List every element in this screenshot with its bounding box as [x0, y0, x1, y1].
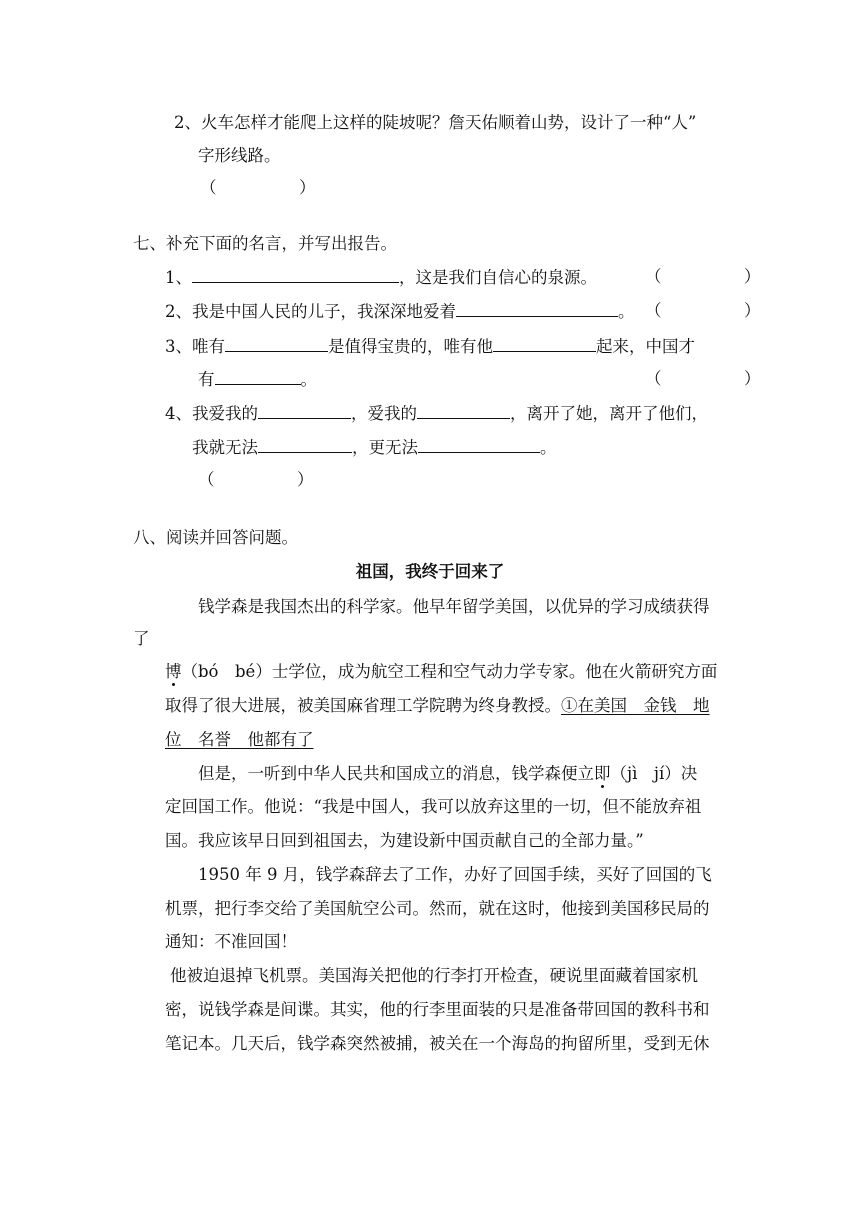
- passage-line: 机票，把行李交给了美国航空公司。然而，就在这时，他接到美国移民局的: [165, 899, 710, 918]
- item-4-text-f: 。: [540, 438, 557, 457]
- item-3-text-a: 3、唯有: [165, 337, 225, 356]
- passage-line: 了: [133, 629, 150, 648]
- item-3-text-c: 起来，中国才: [596, 337, 695, 356]
- fill-blank[interactable]: [225, 335, 328, 352]
- fill-blank[interactable]: [192, 266, 399, 283]
- fill-blank[interactable]: [493, 335, 596, 352]
- passage-line: 1950 年 9 月，钱学森辞去了工作，办好了回国手续，买好了回国的飞: [198, 865, 712, 884]
- item-1-number: 1、: [165, 268, 192, 287]
- section-7-item-1: [165, 266, 597, 289]
- passage-line: 国。我应该早日回到祖国去，为建设新中国贡献自己的全部力量。”: [165, 831, 644, 850]
- question-2-line-1: 2、火车怎样才能爬上这样的陡坡呢？詹天佑顺着山势，设计了一种“人”: [174, 113, 697, 132]
- item-3-text-d: 有: [198, 370, 215, 389]
- item-2-text: 2、我是中国人民的儿子，我深深地爱着: [165, 302, 456, 321]
- answer-parentheses: （ ）: [645, 267, 761, 286]
- section-8-heading: 八、阅读并回答问题。: [133, 528, 298, 547]
- fill-blank[interactable]: [417, 402, 510, 419]
- item-4-text-d: 我就无法: [192, 438, 258, 457]
- answer-parentheses: （ ）: [198, 470, 314, 489]
- section-7-item-4-line-1: [165, 402, 708, 425]
- item-4-text-b: ，爱我的: [351, 404, 417, 423]
- passage-line: [165, 661, 717, 683]
- item-4-text-a: 4、我爱我的: [165, 404, 258, 423]
- dotted-character: 即: [594, 764, 611, 783]
- passage-line: [165, 729, 314, 751]
- passage-line: [165, 695, 710, 717]
- answer-parentheses: （ ）: [645, 369, 761, 388]
- item-2-end: 。: [618, 302, 635, 321]
- underlined-sentence: ①在美国 金钱 地: [561, 696, 710, 715]
- passage-line: 定回国工作。他说：“我是中国人，我可以放弃这里的一切，但不能放弃祖: [165, 797, 702, 816]
- passage-line: 通知：不准回国！: [165, 932, 297, 951]
- fill-blank[interactable]: [258, 436, 352, 453]
- passage-line: 钱学森是我国杰出的科学家。他早年留学美国，以优异的学习成绩获得: [198, 597, 710, 616]
- underlined-sentence: 位 名誉 他都有了: [165, 730, 314, 749]
- question-2-line-2: 字形线路。: [198, 146, 281, 165]
- item-3-text-e: 。: [300, 370, 317, 389]
- answer-parentheses: （ ）: [200, 178, 316, 197]
- item-4-text-c: ，离开了她，离开了他们，: [510, 404, 708, 423]
- section-7-item-3-line-1: [165, 335, 695, 358]
- passage-line: 他被迫退掉飞机票。美国海关把他的行李打开检查，硬说里面藏着国家机: [170, 966, 698, 985]
- fill-blank[interactable]: [215, 368, 301, 385]
- section-7-heading: 七、补充下面的名言，并写出报告。: [133, 234, 397, 253]
- section-7-item-3-line-2: [198, 368, 317, 391]
- passage-line: [198, 763, 697, 785]
- item-4-text-e: ，更无法: [352, 438, 418, 457]
- dotted-character: 博: [165, 662, 182, 681]
- passage-line: 笔记本。几天后，钱学森突然被捕，被关在一个海岛的拘留所里，受到无休: [165, 1034, 710, 1053]
- item-1-text: ，这是我们自信心的泉源。: [399, 268, 597, 287]
- passage-line: 密，说钱学森是间谍。其实，他的行李里面装的只是准备带回国的教科书和: [165, 1000, 710, 1019]
- section-7-item-2: [165, 300, 635, 323]
- fill-blank[interactable]: [258, 402, 351, 419]
- passage-title: 祖国，我终于回来了: [355, 562, 505, 581]
- passage-text: （jì jí）决: [610, 764, 698, 783]
- fill-blank[interactable]: [456, 300, 618, 317]
- passage-text: 取得了很大进展，被美国麻省理工学院聘为终身教授。: [165, 696, 561, 715]
- passage-text: 但是，一听到中华人民共和国成立的消息，钱学森便立: [198, 764, 594, 783]
- answer-parentheses: （ ）: [645, 301, 761, 320]
- passage-text: （bó bé）士学位，成为航空工程和空气动力学专家。他在火箭研究方面: [181, 662, 718, 681]
- section-7-item-4-line-2: [192, 436, 557, 459]
- item-3-text-b: 是值得宝贵的，唯有他: [328, 337, 493, 356]
- fill-blank[interactable]: [418, 436, 540, 453]
